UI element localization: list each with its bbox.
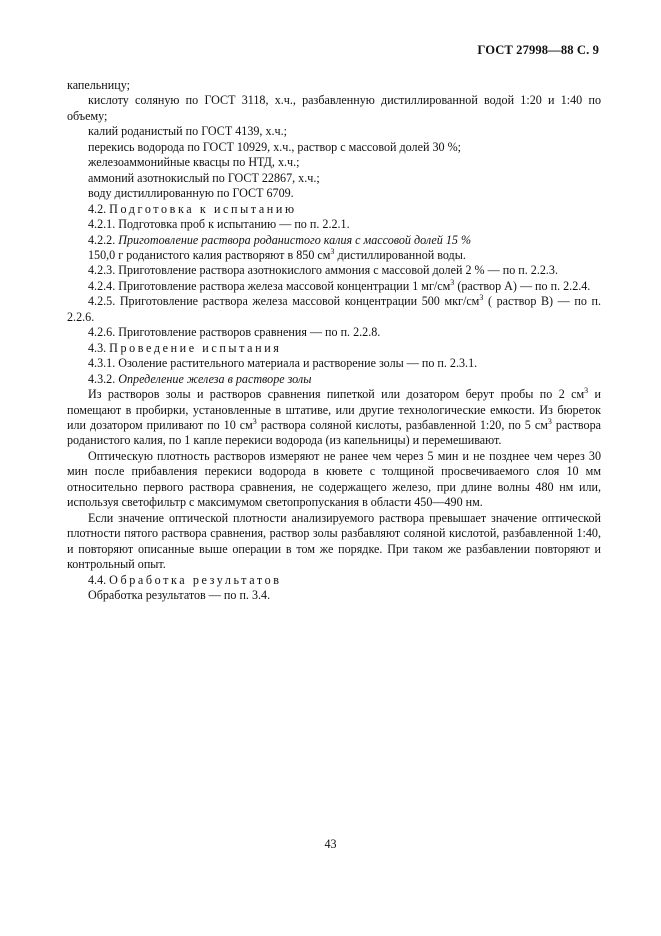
paragraph: аммоний азотнокислый по ГОСТ 22867, х.ч.; bbox=[88, 170, 320, 185]
paragraph: 4.2.1. Подготовка проб к испытанию — по п. 2.2.1. bbox=[88, 217, 350, 232]
paragraph: кислоту соляную по ГОСТ 3118, х.ч., разбавленную дистиллированной водой 1:20 и 1:40 по объему; bbox=[67, 93, 601, 123]
paragraph: 4.2.3. Приготовление раствора азотнокислого аммония с массовой долей 2 % — по п. 2.2.3. bbox=[88, 263, 558, 278]
paragraph: 4.2.6. Приготовление растворов сравнения — по п. 2.2.8. bbox=[88, 325, 381, 340]
subsection-heading: 4.3.2. Определение железа в растворе золы bbox=[88, 371, 312, 386]
paragraph: 4.3.1. Озоление растительного материала и растворение золы — по п. 2.3.1. bbox=[88, 356, 478, 371]
document-body bbox=[67, 78, 601, 603]
section-heading: 4.3. Проведение испытания bbox=[88, 340, 282, 355]
section-heading: 4.4. Обработка результатов bbox=[88, 572, 282, 587]
subsection-heading: 4.2.2. Приготовление раствора роданистого калия с массовой долей 15 % bbox=[88, 232, 472, 247]
paragraph: Если значение оптической плотности анализируемого раствора превышает значение оптической плотности пятого раствора сравнения, раствор золы разбавляют соляной кислотой, разбавленной 1:40, и повторяют описанные выше операции в том же порядке. При таком же разбавлении повторяют и контрольный опыт. bbox=[67, 510, 601, 572]
paragraph: воду дистиллированную по ГОСТ 6709. bbox=[88, 186, 294, 201]
paragraph: Оптическую плотность растворов измеряют не ранее чем через 5 мин и не позднее чем через 30 мин после прибавления перекиси водорода в кювете с толщиной просвечиваемого слоя 10 мм относительно первого раствора сравнения, не содержащего железо, при длине волны 480 нм или, используя светофильтр с максимумом светопропускания в области 450—490 нм. bbox=[67, 448, 601, 510]
paragraph: 150,0 г роданистого калия растворяют в 850 $см^3$ дистиллированной воды. bbox=[88, 246, 466, 262]
paragraph: 4.2.5. Приготовление раствора железа массовой концентрации 500 мкг/$см^3$ ( раствор В) — по п. 2.2.6. bbox=[67, 293, 601, 324]
page-number: 43 bbox=[324, 837, 337, 851]
paragraph: Обработка результатов — по п. 3.4. bbox=[88, 587, 271, 602]
paragraph: перекись водорода по ГОСТ 10929, х.ч., раствор с массовой долей 30 %; bbox=[88, 139, 462, 154]
paragraph: железоаммонийные квасцы по НТД, х.ч.; bbox=[88, 155, 300, 170]
section-heading: 4.2. Подготовка к испытанию bbox=[88, 201, 297, 216]
paragraph: калий роданистый по ГОСТ 4139, х.ч.; bbox=[88, 124, 288, 139]
paragraph: капельницу; bbox=[67, 78, 130, 92]
paragraph: Из растворов золы и растворов сравнения пипеткой или дозатором берут пробы по 2 $см^3$ и помещают в пробирки, установленные в штативе, или другие технологические емкости. Из бюреток или дозатором приливают по 10 $см^3$ раствора соляной кислоты, разбавленной 1:20, по 5 $см^3$ раствора роданистого калия, по 1 капле перекиси водорода (из капельницы) и перемешивают. bbox=[67, 386, 601, 448]
page-header: ГОСТ 27998—88 С. 9 bbox=[477, 43, 599, 57]
paragraph: 4.2.4. Приготовление раствора железа массовой концентрации 1 $мг/см^3$ (раствор А) — по п. 2.2.4. bbox=[88, 277, 591, 293]
